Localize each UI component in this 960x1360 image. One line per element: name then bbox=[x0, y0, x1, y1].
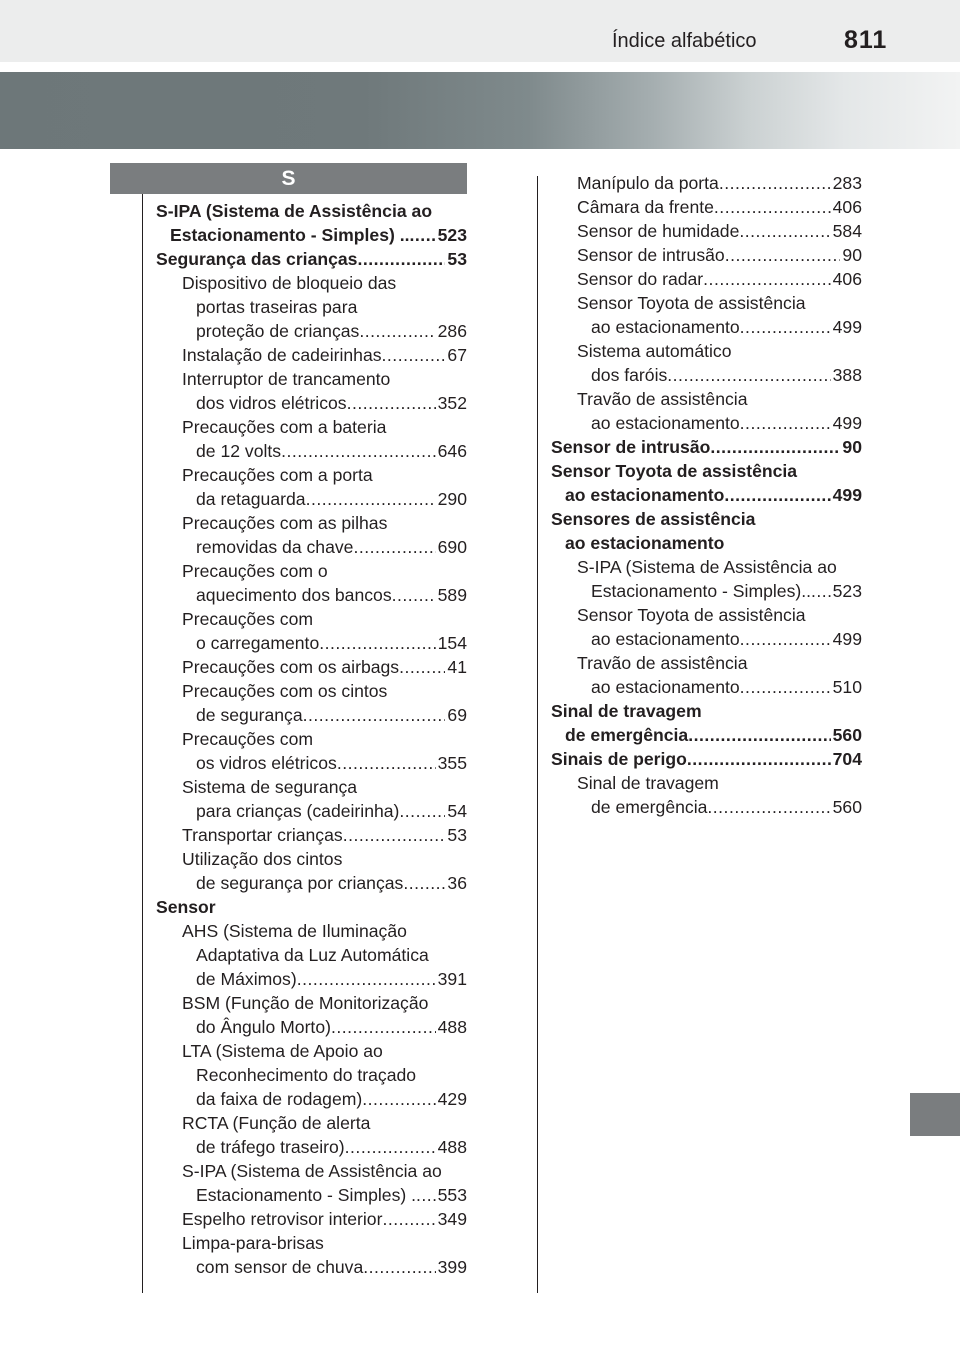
index-entry-text: Precauções com a bateria bbox=[182, 417, 387, 437]
index-entry-text: dos vidros elétricos bbox=[196, 393, 347, 413]
index-entry-text: Precauções com bbox=[182, 609, 314, 629]
index-entry bbox=[551, 195, 862, 219]
index-entry-page: 499 bbox=[832, 413, 862, 433]
dot-leader bbox=[347, 391, 436, 415]
index-entry-page: 429 bbox=[437, 1089, 467, 1109]
index-entry bbox=[156, 1183, 467, 1207]
index-entry-text: de segurança bbox=[196, 705, 303, 725]
header-banner bbox=[0, 72, 960, 149]
dot-leader bbox=[357, 247, 445, 271]
index-entry-text: Sensor Toyota de assistência bbox=[577, 293, 806, 313]
index-entry-page: 54 bbox=[447, 801, 467, 821]
dot-leader bbox=[281, 439, 436, 463]
index-entry bbox=[551, 483, 862, 507]
index-entry bbox=[551, 651, 862, 675]
index-entry bbox=[156, 1159, 467, 1183]
index-entry-text: Precauções com os cintos bbox=[182, 681, 388, 701]
index-column-right bbox=[551, 171, 862, 819]
dot-leader bbox=[363, 1255, 435, 1279]
index-entry bbox=[551, 771, 862, 795]
index-entry-text: Estacionamento - Simples) .. bbox=[170, 225, 410, 245]
index-entry-page: 499 bbox=[832, 629, 862, 649]
index-entry-page: 53 bbox=[447, 825, 467, 845]
index-entry-text: LTA (Sistema de Apoio ao bbox=[182, 1041, 383, 1061]
dot-leader bbox=[337, 751, 436, 775]
index-entry-page: 488 bbox=[437, 1137, 467, 1157]
index-entry bbox=[551, 507, 862, 531]
index-entry bbox=[551, 699, 862, 723]
index-entry bbox=[156, 535, 467, 559]
dot-leader bbox=[667, 363, 830, 387]
chapter-thumb-tab bbox=[910, 1093, 960, 1136]
index-entry-page: 355 bbox=[437, 753, 467, 773]
index-entry-text: Travão de assistência bbox=[577, 389, 748, 409]
index-entry-text: Interruptor de trancamento bbox=[182, 369, 391, 389]
dot-leader bbox=[345, 1135, 436, 1159]
index-entry bbox=[156, 895, 467, 919]
index-entry bbox=[551, 339, 862, 363]
index-entry-page: 283 bbox=[832, 173, 862, 193]
index-entry-page: 290 bbox=[437, 489, 467, 509]
index-entry-page: 523 bbox=[437, 225, 467, 245]
index-entry-text: de 12 volts bbox=[196, 441, 282, 461]
dot-leader bbox=[359, 319, 435, 343]
index-entry bbox=[551, 579, 862, 603]
dot-leader bbox=[725, 243, 841, 267]
index-entry bbox=[156, 343, 467, 367]
index-column-left bbox=[156, 199, 467, 1279]
index-entry bbox=[156, 511, 467, 535]
index-entry-page: 391 bbox=[437, 969, 467, 989]
index-entry bbox=[156, 967, 467, 991]
index-entry-text: proteção de crianças bbox=[196, 321, 360, 341]
index-entry-text: BSM (Função de Monitorização bbox=[182, 993, 429, 1013]
index-entry bbox=[551, 363, 862, 387]
dot-leader bbox=[707, 795, 830, 819]
index-entry-text: Sensor de intrusão bbox=[551, 437, 711, 457]
index-entry bbox=[156, 1207, 467, 1231]
index-entry-page: 499 bbox=[832, 485, 862, 505]
index-entry bbox=[156, 775, 467, 799]
index-entry-text: Precauções com os airbags bbox=[182, 657, 400, 677]
index-entry-text: Utilização dos cintos bbox=[182, 849, 343, 869]
index-entry bbox=[156, 727, 467, 751]
index-entry bbox=[156, 439, 467, 463]
dot-leader bbox=[740, 627, 831, 651]
dot-leader bbox=[410, 223, 436, 247]
index-entry bbox=[156, 919, 467, 943]
index-entry bbox=[156, 1135, 467, 1159]
index-entry-text: Precauções com bbox=[182, 729, 314, 749]
dot-leader bbox=[403, 871, 445, 895]
index-entry-text: Sensor de intrusão bbox=[577, 245, 725, 265]
index-entry-page: 388 bbox=[832, 365, 862, 385]
index-entry-page: 67 bbox=[447, 345, 467, 365]
index-entry-text: para crianças (cadeirinha) bbox=[196, 801, 400, 821]
index-entry-text: os vidros elétricos bbox=[196, 753, 337, 773]
index-entry-text: ao estacionamento bbox=[591, 677, 740, 697]
index-entry bbox=[551, 627, 862, 651]
index-entry bbox=[156, 583, 467, 607]
index-entry-page: 90 bbox=[842, 437, 862, 457]
index-entry-text: Sensores de assistência bbox=[551, 509, 756, 529]
index-entry bbox=[156, 271, 467, 295]
index-entry bbox=[156, 871, 467, 895]
index-entry bbox=[551, 171, 862, 195]
index-entry bbox=[156, 463, 467, 487]
index-entry bbox=[551, 267, 862, 291]
dot-leader bbox=[710, 435, 840, 459]
index-entry bbox=[156, 487, 467, 511]
dot-leader bbox=[382, 343, 446, 367]
index-entry bbox=[156, 823, 467, 847]
index-entry-page: 286 bbox=[437, 321, 467, 341]
index-entry-text: ao estacionamento bbox=[591, 629, 740, 649]
index-entry bbox=[551, 747, 862, 771]
index-entry-text: Sinais de perigo bbox=[551, 749, 687, 769]
index-entry-text: Estacionamento - Simples).. bbox=[591, 581, 812, 601]
index-entry bbox=[156, 703, 467, 727]
index-entry-text: Sensor Toyota de assistência bbox=[551, 461, 798, 481]
section-letter-badge: S bbox=[110, 163, 467, 194]
index-entry-text: Sinal de travagem bbox=[577, 773, 719, 793]
page-title: Índice alfabético bbox=[612, 30, 757, 52]
index-entry-page: 499 bbox=[832, 317, 862, 337]
index-entry-page: 90 bbox=[842, 245, 862, 265]
index-entry-text: S-IPA (Sistema de Assistência ao bbox=[577, 557, 837, 577]
index-entry-text: Estacionamento - Simples) . bbox=[196, 1185, 417, 1205]
index-entry-text: aquecimento dos bancos bbox=[196, 585, 392, 605]
index-entry bbox=[156, 607, 467, 631]
index-entry-text: Dispositivo de bloqueio das bbox=[182, 273, 397, 293]
index-entry bbox=[551, 459, 862, 483]
dot-leader bbox=[353, 535, 435, 559]
index-entry-text: S-IPA (Sistema de Assistência ao bbox=[182, 1161, 442, 1181]
index-entry-text: com sensor de chuva bbox=[196, 1257, 364, 1277]
index-entry-text: Transportar crianças bbox=[182, 825, 343, 845]
index-entry-text: de tráfego traseiro) bbox=[196, 1137, 345, 1157]
index-entry bbox=[551, 435, 862, 459]
index-entry bbox=[156, 1015, 467, 1039]
index-entry-text: ao estacionamento bbox=[565, 485, 725, 505]
index-entry bbox=[156, 295, 467, 319]
index-entry-text: Reconhecimento do traçado bbox=[196, 1065, 417, 1085]
index-entry bbox=[156, 247, 467, 271]
index-entry-text: o carregamento bbox=[196, 633, 320, 653]
index-entry-text: Espelho retrovisor interior bbox=[182, 1209, 383, 1229]
index-entry bbox=[551, 387, 862, 411]
dot-leader bbox=[399, 655, 445, 679]
index-entry bbox=[551, 795, 862, 819]
index-entry-page: 488 bbox=[437, 1017, 467, 1037]
index-entry-text: Instalação de cadeirinhas bbox=[182, 345, 382, 365]
index-entry bbox=[551, 555, 862, 579]
middle-column-rule bbox=[537, 176, 538, 1293]
index-entry-page: 690 bbox=[437, 537, 467, 557]
index-entry bbox=[156, 1255, 467, 1279]
index-entry-text: Sistema automático bbox=[577, 341, 732, 361]
page-number: 811 bbox=[844, 26, 888, 54]
index-entry bbox=[551, 291, 862, 315]
index-entry-text: de Máximos) bbox=[196, 969, 297, 989]
index-entry-text: Precauções com as pilhas bbox=[182, 513, 388, 533]
index-entry bbox=[551, 411, 862, 435]
index-entry bbox=[156, 415, 467, 439]
index-entry bbox=[156, 847, 467, 871]
index-entry-text: Manípulo da porta bbox=[577, 173, 719, 193]
index-entry-text: ao estacionamento bbox=[591, 317, 740, 337]
dot-leader bbox=[724, 483, 830, 507]
index-entry-text: Sistema de segurança bbox=[182, 777, 358, 797]
dot-leader bbox=[719, 171, 831, 195]
index-entry-page: 352 bbox=[437, 393, 467, 413]
index-entry-text: Sensor de humidade bbox=[577, 221, 740, 241]
index-entry-page: 560 bbox=[832, 797, 862, 817]
index-entry-page: 589 bbox=[437, 585, 467, 605]
index-entry-page: 349 bbox=[437, 1209, 467, 1229]
index-entry bbox=[156, 631, 467, 655]
dot-leader bbox=[740, 675, 831, 699]
index-entry-page: 584 bbox=[832, 221, 862, 241]
index-entry bbox=[156, 1039, 467, 1063]
index-entry bbox=[156, 943, 467, 967]
index-entry-page: 41 bbox=[447, 657, 467, 677]
index-entry-page: 406 bbox=[832, 269, 862, 289]
dot-leader bbox=[714, 195, 831, 219]
index-entry-page: 646 bbox=[437, 441, 467, 461]
index-entry-text: ao estacionamento bbox=[565, 533, 725, 553]
index-entry-text: Limpa-para-brisas bbox=[182, 1233, 324, 1253]
index-entry bbox=[156, 1087, 467, 1111]
index-entry-page: 36 bbox=[447, 873, 467, 893]
index-entry-page: 523 bbox=[832, 581, 862, 601]
index-entry bbox=[156, 199, 467, 223]
index-entry bbox=[156, 799, 467, 823]
dot-leader bbox=[740, 315, 831, 339]
index-entry-text: de emergência bbox=[565, 725, 689, 745]
index-entry-text: S-IPA (Sistema de Assistência ao bbox=[156, 201, 433, 221]
index-entry-text: de emergência bbox=[591, 797, 708, 817]
index-entry-page: 69 bbox=[447, 705, 467, 725]
index-entry-text: Travão de assistência bbox=[577, 653, 748, 673]
index-entry-text: Precauções com o bbox=[182, 561, 328, 581]
index-entry-text: da retaguarda bbox=[196, 489, 306, 509]
index-entry-text: Precauções com a porta bbox=[182, 465, 373, 485]
index-entry bbox=[156, 391, 467, 415]
dot-leader bbox=[703, 267, 830, 291]
index-entry-text: Sensor do radar bbox=[577, 269, 704, 289]
dot-leader bbox=[739, 219, 830, 243]
index-entry-page: 553 bbox=[437, 1185, 467, 1205]
index-entry bbox=[551, 219, 862, 243]
index-entry bbox=[551, 531, 862, 555]
dot-leader bbox=[688, 723, 830, 747]
index-entry-page: 510 bbox=[832, 677, 862, 697]
index-entry bbox=[156, 559, 467, 583]
dot-leader bbox=[382, 1207, 435, 1231]
index-entry bbox=[156, 223, 467, 247]
dot-leader bbox=[392, 583, 436, 607]
index-entry-text: AHS (Sistema de Iluminação bbox=[182, 921, 407, 941]
index-entry bbox=[551, 315, 862, 339]
index-entry-page: 704 bbox=[832, 749, 862, 769]
index-entry-text: Câmara da frente bbox=[577, 197, 714, 217]
dot-leader bbox=[416, 1183, 436, 1207]
index-entry-text: da faixa de rodagem) bbox=[196, 1089, 363, 1109]
index-entry-text: Segurança das crianças bbox=[156, 249, 358, 269]
index-entry-text: Sensor Toyota de assistência bbox=[577, 605, 806, 625]
dot-leader bbox=[297, 967, 436, 991]
dot-leader bbox=[343, 823, 446, 847]
index-entry bbox=[551, 723, 862, 747]
dot-leader bbox=[740, 411, 831, 435]
dot-leader bbox=[362, 1087, 435, 1111]
index-entry bbox=[156, 1111, 467, 1135]
index-entry-text: Adaptativa da Luz Automática bbox=[196, 945, 429, 965]
index-entry bbox=[551, 603, 862, 627]
index-entry bbox=[156, 751, 467, 775]
index-entry bbox=[156, 367, 467, 391]
dot-leader bbox=[687, 747, 831, 771]
top-strip bbox=[0, 0, 960, 62]
dot-leader bbox=[303, 703, 446, 727]
index-entry-text: de segurança por crianças bbox=[196, 873, 404, 893]
index-entry-text: do Ângulo Morto) bbox=[196, 1017, 331, 1037]
left-column-rule bbox=[142, 194, 143, 1293]
index-entry-page: 154 bbox=[437, 633, 467, 653]
index-entry-text: Sensor bbox=[156, 897, 216, 917]
index-entry-page: 406 bbox=[832, 197, 862, 217]
index-entry bbox=[551, 243, 862, 267]
index-entry bbox=[156, 1063, 467, 1087]
index-entry bbox=[156, 319, 467, 343]
index-entry bbox=[156, 1231, 467, 1255]
index-entry bbox=[156, 655, 467, 679]
index-entry bbox=[156, 679, 467, 703]
index-entry-text: ao estacionamento bbox=[591, 413, 740, 433]
index-entry bbox=[551, 675, 862, 699]
index-entry-text: portas traseiras para bbox=[196, 297, 358, 317]
index-entry-text: dos faróis bbox=[591, 365, 668, 385]
index-entry-text: Sinal de travagem bbox=[551, 701, 702, 721]
index-entry-text: RCTA (Função de alerta bbox=[182, 1113, 371, 1133]
index-entry-text: removidas da chave bbox=[196, 537, 354, 557]
index-entry-page: 399 bbox=[437, 1257, 467, 1277]
index-entry-page: 560 bbox=[832, 725, 862, 745]
index-entry-page: 53 bbox=[447, 249, 467, 269]
dot-leader bbox=[811, 579, 831, 603]
dot-leader bbox=[331, 1015, 436, 1039]
index-entry bbox=[156, 991, 467, 1015]
dot-leader bbox=[399, 799, 445, 823]
dot-leader bbox=[306, 487, 436, 511]
dot-leader bbox=[319, 631, 435, 655]
